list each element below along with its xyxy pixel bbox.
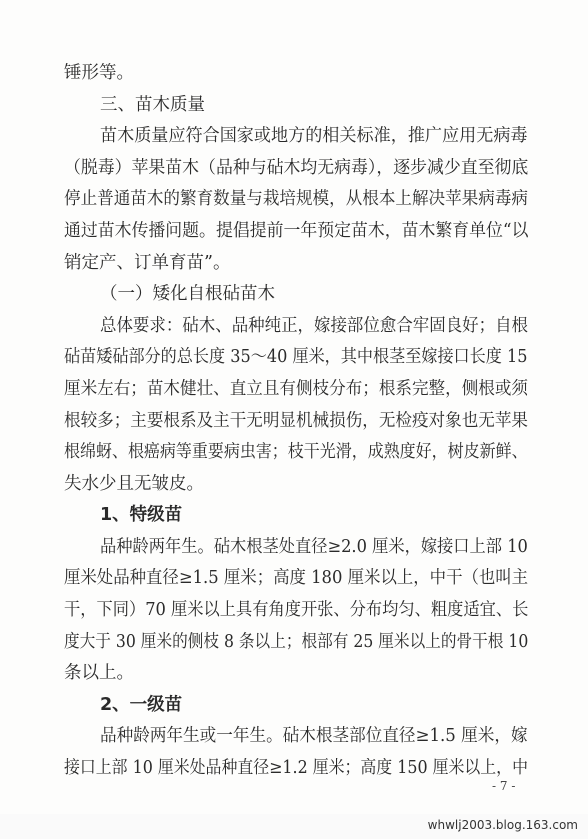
text-line xyxy=(0,756,588,780)
grade-heading xyxy=(0,693,588,717)
line-text: 销定产、订单育苗”。 xyxy=(64,253,231,273)
text-line xyxy=(0,440,588,464)
line-text: 干，下同）70 厘米以上具有角度开张、分布均匀、粗度适宜、长 xyxy=(64,600,529,620)
text-line xyxy=(0,251,588,275)
line-text: 砧苗矮砧部分的总长度 35～40 厘米，其中根茎至嫁接口长度 15 xyxy=(64,347,528,367)
subsection-heading-text: （一）矮化自根砧苗木 xyxy=(100,284,275,304)
line-text: 苗木质量应符合国家或地方的相关标准，推广应用无病毒 xyxy=(100,126,528,146)
watermark: whwlj2003.blog.163.com xyxy=(427,818,578,832)
grade-heading xyxy=(0,503,588,527)
line-text: 停止普通苗木的繁育数量与栽培规模，从根本上解决苹果病毒病 xyxy=(64,189,528,209)
line-text: 品种龄两年生或一年生。砧木根茎部位直径≥1.5 厘米，嫁 xyxy=(100,726,528,746)
text-line xyxy=(0,345,588,369)
line-text: 根绵蚜、根癌病等重要病虫害；枝干光滑，成熟度好，树皮新鲜、 xyxy=(64,442,528,462)
line-text: 条以上。 xyxy=(64,663,134,683)
text-line xyxy=(0,156,588,180)
text-line xyxy=(0,566,588,590)
text-line xyxy=(0,124,588,148)
line-text: （脱毒）苹果苗木（品种与砧木均无病毒），逐步减少直至彻底 xyxy=(64,158,529,178)
page-number: - 7 - xyxy=(492,779,516,793)
text-line xyxy=(0,314,588,338)
subsection-heading xyxy=(0,282,588,306)
line-text: 厘米左右；苗木健壮、直立且有侧枝分布；根系完整，侧根或须 xyxy=(64,379,528,399)
line-text: 总体要求：砧木、品种纯正，嫁接部位愈合牢固良好；自根 xyxy=(100,316,529,336)
line-text: 锤形等。 xyxy=(64,63,134,83)
text-line xyxy=(0,409,588,433)
text-line xyxy=(0,598,588,622)
line-text: 根较多；主要根系及主干无明显机械损伤，无检疫对象也无苹果 xyxy=(64,411,528,431)
text-line xyxy=(0,630,588,654)
text-line xyxy=(0,661,588,685)
grade-heading-text: 1、特级苗 xyxy=(100,505,183,525)
text-line xyxy=(0,535,588,559)
section-heading-text: 三、苗木质量 xyxy=(100,95,205,115)
section-heading xyxy=(0,93,588,117)
text-line xyxy=(0,377,588,401)
text-line xyxy=(0,724,588,748)
text-line xyxy=(0,61,588,85)
text-line xyxy=(0,472,588,496)
line-text: 品种龄两年生。砧木根茎处直径≥2.0 厘米，嫁接口上部 10 xyxy=(100,537,528,557)
grade-heading-text: 2、一级苗 xyxy=(100,695,183,715)
line-text: 厘米处品种直径≥1.5 厘米；高度 180 厘米以上，中干（也叫主 xyxy=(64,568,529,588)
line-text: 通过苗木传播问题。提倡提前一年预定苗木，苗木繁育单位“以 xyxy=(64,221,529,241)
text-line xyxy=(0,187,588,211)
text-line xyxy=(0,219,588,243)
line-text: 度大于 30 厘米的侧枝 8 条以上；根部有 25 厘米以上的骨干根 10 xyxy=(64,632,529,652)
line-text: 失水少且无皱皮。 xyxy=(64,474,204,494)
line-text: 接口上部 10 厘米处品种直径≥1.2 厘米；高度 150 厘米以上，中 xyxy=(64,758,528,778)
